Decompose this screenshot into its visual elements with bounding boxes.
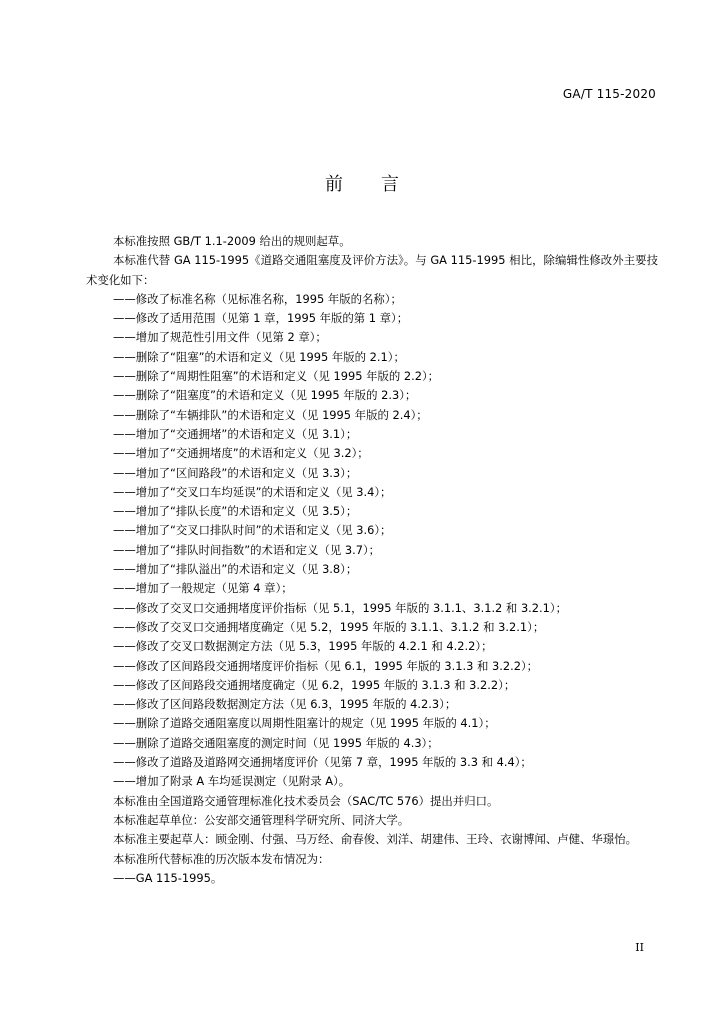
change-item: ——修改了区间路段数据测定方法（见 6.3，1995 年版的 4.2.3）； — [113, 697, 457, 712]
intro-paragraph: 本标准代替 GA 115-1995《道路交通阻塞度及评价方法》。与 GA 115-1995 相比，除编辑性修改外主要技术变化如下： — [86, 253, 658, 287]
change-item: ——增加了“排队长度”的术语和定义（见 3.5）； — [113, 504, 358, 519]
change-item: ——修改了适用范围（见第 1 章，1995 年版的第 1 章）； — [113, 311, 409, 326]
change-item: ——增加了“排队时间指数”的术语和定义（见 3.7）； — [113, 542, 381, 557]
standard-code: GA/T 115-2020 — [562, 87, 656, 101]
change-item: ——删除了道路交通阻塞度的测定时间（见 1995 年版的 4.3）； — [113, 735, 439, 750]
change-item: ——增加了规范性引用文件（见第 2 章）； — [113, 330, 327, 345]
change-item: ——修改了标准名称（见标准名称，1995 年版的名称）； — [113, 291, 402, 306]
change-item: ——修改了交叉口交通拥堵度评价指标（见 5.1，1995 年版的 3.1.1、3.1.2 和 3.2.1）； — [113, 600, 568, 615]
change-item: ——修改了区间路段交通拥堵度评价指标（见 6.1，1995 年版的 3.1.3 和 3.2.2）； — [113, 658, 539, 673]
change-item: ——删除了“阻塞度”的术语和定义（见 1995 年版的 2.3）； — [113, 388, 417, 403]
change-item: ——增加了“交通拥堵度”的术语和定义（见 3.2）； — [113, 446, 369, 461]
foreword-body — [86, 232, 658, 888]
history-item: ——GA 115-1995。 — [113, 870, 223, 885]
page-number: II — [635, 941, 644, 954]
closing-paragraph: 本标准由全国道路交通管理标准化技术委员会（SAC/TC 576）提出并归口。 — [113, 793, 499, 808]
intro-paragraph: 本标准按照 GB/T 1.1-2009 给出的规则起草。 — [113, 234, 351, 248]
change-item: ——修改了交叉口交通拥堵度确定（见 5.2，1995 年版的 3.1.1、3.1.2 和 3.2.1）； — [113, 619, 545, 634]
closing-paragraph: 本标准主要起草人：顾金刚、付强、马万经、俞春俊、刘洋、胡建伟、王玲、衣谢博闻、卢健、华璟怡。 — [113, 832, 637, 847]
change-item: ——修改了道路及道路网交通拥堵度评价（见第 7 章，1995 年版的 3.3 和 4.4）； — [113, 755, 532, 770]
change-item: ——增加了附录 A 车均延误测定（见附录 A）。 — [113, 774, 351, 789]
closing-paragraph: 本标准所代替标准的历次版本发布情况为： — [113, 851, 330, 866]
change-item: ——增加了“交叉口排队时间”的术语和定义（见 3.6）； — [113, 523, 392, 538]
closing-paragraph: 本标准起草单位：公安部交通管理科学研究所、同济大学。 — [113, 812, 410, 827]
change-item: ——删除了“周期性阻塞”的术语和定义（见 1995 年版的 2.2）； — [113, 369, 440, 384]
change-item: ——增加了“交通拥堵”的术语和定义（见 3.1）； — [113, 426, 358, 441]
change-item: ——增加了“区间路段”的术语和定义（见 3.3）； — [113, 465, 358, 480]
change-item: ——增加了“排队溢出”的术语和定义（见 3.8）； — [113, 562, 358, 577]
change-item: ——修改了交叉口数据测定方法（见 5.3，1995 年版的 4.2.1 和 4.2.2）； — [113, 639, 493, 654]
change-item: ——增加了一般规定（见第 4 章）； — [113, 581, 293, 596]
change-item: ——修改了区间路段交通拥堵度确定（见 6.2，1995 年版的 3.1.3 和 3.2.2）； — [113, 677, 516, 692]
change-item: ——删除了“车辆排队”的术语和定义（见 1995 年版的 2.4）； — [113, 407, 428, 422]
change-item: ——删除了“阻塞”的术语和定义（见 1995 年版的 2.1）； — [113, 349, 405, 364]
change-item: ——删除了道路交通阻塞度以周期性阻塞计的规定（见 1995 年版的 4.1）； — [113, 716, 496, 731]
page-title: 前言 — [325, 174, 437, 195]
change-item: ——增加了“交叉口车均延误”的术语和定义（见 3.4）； — [113, 484, 392, 499]
